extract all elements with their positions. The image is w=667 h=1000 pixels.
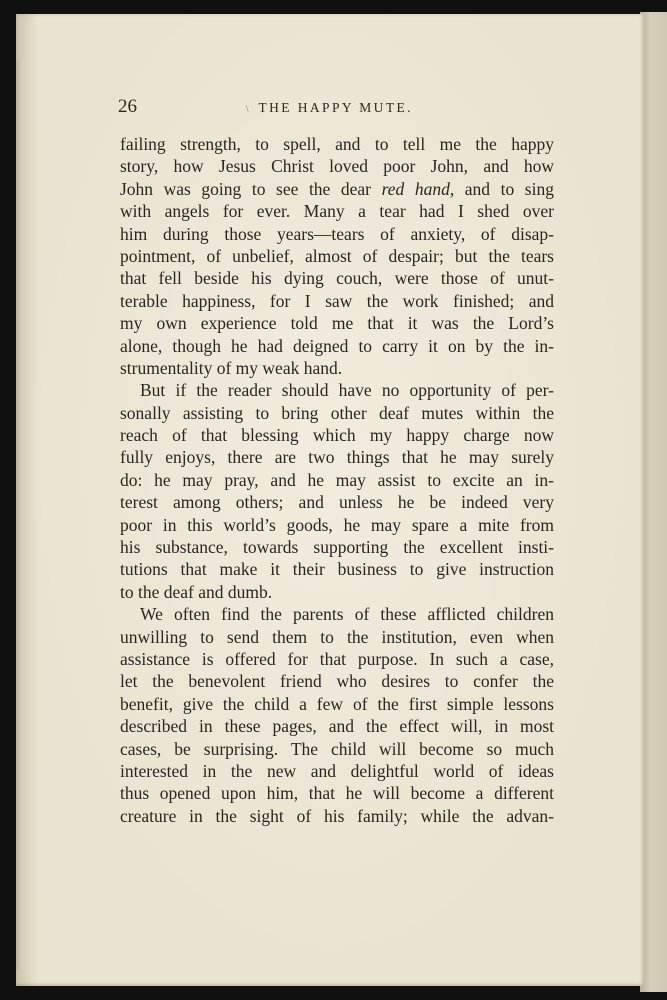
text-line: pointment, of unbelief, almost of despair; but the tears — [120, 245, 554, 266]
text-line: poor in this world’s goods, he may spare a mite from — [120, 514, 554, 535]
text-line: terest among others; and unless he be indeed very — [120, 492, 554, 513]
text-line: described in these pages, and the effect will, in most — [120, 716, 554, 737]
text-line: strumentality of my weak hand. — [120, 357, 343, 378]
text-line: that fell beside his dying couch, were those of unut- — [120, 268, 554, 289]
page-number: 26 — [118, 96, 137, 117]
text-line: story, how Jesus Christ loved poor John, and how — [120, 156, 554, 177]
text-line: terable happiness, for I saw the work finished; and — [120, 290, 554, 311]
body-text — [120, 133, 554, 827]
text-line: with angels for ever. Many a tear had I shed over — [120, 201, 554, 222]
text-line: alone, though he had deigned to carry it on by the in- — [120, 335, 554, 356]
text-line: my own experience told me that it was the Lord’s — [120, 313, 554, 334]
running-head-title — [246, 100, 413, 116]
text-line: reach of that blessing which my happy charge now — [120, 425, 554, 446]
text-line: him during those years—tears of anxiety, of disap- — [120, 223, 554, 244]
text-line: to the deaf and dumb. — [120, 581, 273, 602]
text-line: We often find the parents of these afflicted children — [140, 604, 554, 625]
running-head-mark: \ — [246, 104, 249, 114]
text-line: his substance, towards supporting the excellent insti- — [120, 537, 554, 558]
text-line: let the benevolent friend who desires to confer the — [120, 671, 554, 692]
text-line: fully enjoys, there are two things that he may surely — [120, 447, 554, 468]
text-line: unwilling to send them to the institution, even when — [120, 626, 554, 647]
text-line: But if the reader should have no opportunity of per- — [140, 380, 554, 401]
spine-shadow — [16, 60, 23, 970]
text-line: assistance is offered for that purpose. In such a case, — [120, 648, 554, 669]
text-segment: John was going to see the dear — [120, 178, 382, 199]
text-line: failing strength, to spell, and to tell me the happy — [120, 134, 554, 154]
text-line: thus opened upon him, that he will become a different — [120, 783, 554, 804]
running-head — [118, 96, 558, 126]
text-line: benefit, give the child a few of the first simple lessons — [120, 693, 554, 714]
text-line: tutions that make it their business to give instruction — [120, 559, 554, 580]
text-segment: , and to sing — [449, 178, 554, 199]
text-line: cases, be surprising. The child will become so much — [120, 738, 554, 759]
text-line — [120, 178, 554, 200]
text-line: creature in the sight of his family; while the advan- — [120, 805, 554, 826]
text-line: do: he may pray, and he may assist to excite an in- — [120, 469, 554, 490]
text-line: interested in the new and delightful world of ideas — [120, 760, 554, 781]
next-page-edge — [640, 12, 667, 992]
text-line: sonally assisting to bring other deaf mutes within the — [120, 402, 554, 423]
italic-phrase: red hand — [381, 178, 450, 199]
book-title: THE HAPPY MUTE. — [258, 100, 413, 115]
